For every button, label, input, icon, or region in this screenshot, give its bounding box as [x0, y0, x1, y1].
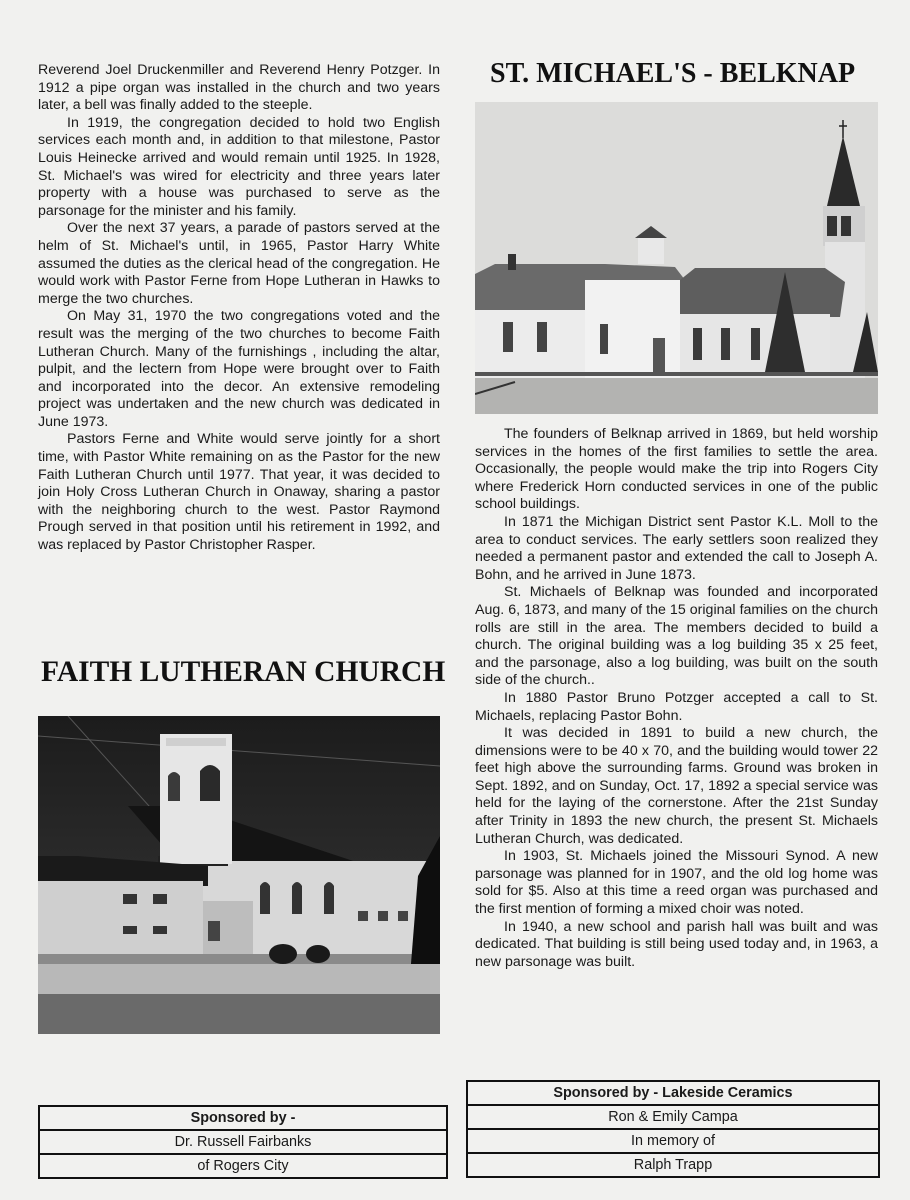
right-sponsor-line-2: Ron & Emily Campa	[468, 1106, 878, 1130]
right-sponsor-box	[466, 1080, 880, 1178]
right-paragraph-5: It was decided in 1891 to build a new church, the dimensions were to be 40 x 70, and the building would tower 22 feet high above the surrounding farms. Ground was broken in Sept. 1892, and on Sunday, Oct. 17, 1892 a special service was held for the laying of the cornerstone. After the 21st Sunday after Trinity in 1893 the new church, the present St. Michaels Lutheran Church, was dedicated.	[475, 725, 878, 847]
right-paragraph-1: The founders of Belknap arrived in 1869, but held worship services in the homes of the first families to settle the area. Occasionally, the people would make the trip into Rogers City where Frederick Horn conducted services in one of the public school buildings.	[475, 426, 878, 513]
right-paragraph-4: In 1880 Pastor Bruno Potzger accepted a call to St. Michaels, replacing Pastor Bohn.	[475, 689, 878, 724]
left-paragraph-3: Over the next 37 years, a parade of pastors served at the helm of St. Michael's until, in 1965, Pastor Harry White assumed the duties as the clerical head of the congregation. He would work with Pastor Ferne from Hope Lutheran in Hawks to merge the two churches.	[38, 220, 440, 307]
left-paragraph-4: On May 31, 1970 the two congregations voted and the result was the merging of the two churches to become Faith Lutheran Church. Many of the furnishings , including the altar, pulpit, and the lectern from Hope were brought over to Faith and incorporated into the decor. An extensive remodeling project was undertaken and the new church was dedicated in June 1973.	[38, 308, 440, 430]
right-sponsor-line-4: Ralph Trapp	[633, 1157, 713, 1173]
right-paragraph-6: In 1903, St. Michaels joined the Missouri Synod. A new parsonage was planned for in 1907, and the old log home was sold for $5. Also at this time a reed organ was purchased and the first mention of forming a mixed choir was noted.	[475, 848, 878, 918]
faith-lutheran-heading: FAITH LUTHERAN CHURCH	[41, 656, 446, 688]
left-sponsor-line-3: of Rogers City	[197, 1158, 289, 1174]
right-paragraph-2: In 1871 the Michigan District sent Pastor K.L. Moll to the area to conduct services. The early settlers soon realized they needed a permanent pastor and extended the call to Joseph A. Bohn, and he arrived in June 1873.	[475, 513, 878, 583]
left-paragraph-1: Reverend Joel Druckenmiller and Reverend Henry Potzger. In 1912 a pipe organ was installed in the church and two years later, a bell was finally added to the steeple.	[38, 62, 440, 114]
st-michaels-church-photo	[475, 102, 878, 414]
faith-lutheran-church-photo	[38, 716, 440, 1034]
left-paragraph-2: In 1919, the congregation decided to hold two English services each month and, in addition to that milestone, Pastor Louis Heinecke arrived and would remain until 1925. In 1928, St. Michael's was wired for electricity and three years later property with a house was purchased to serve as the parsonage for the minister and his family.	[38, 114, 440, 219]
st-michaels-heading: ST. MICHAEL'S - BELKNAP	[490, 58, 856, 89]
left-sponsor-box	[38, 1105, 448, 1179]
right-paragraph-3: St. Michaels of Belknap was founded and incorporated Aug. 6, 1873, and many of the 15 original families on the church rolls are still in the area. The members decided to build a church. The original building was a log building 35 x 25 feet, and the parsonage, also a log building, was built on the south side of the church..	[475, 584, 878, 689]
left-sponsor-line-1: Sponsored by -	[40, 1107, 446, 1131]
left-sponsor-line-2: Dr. Russell Fairbanks	[40, 1131, 446, 1155]
right-sponsor-line-1: Sponsored by - Lakeside Ceramics	[468, 1082, 878, 1106]
right-paragraph-7: In 1940, a new school and parish hall was built and was dedicated. That building is still being used today and, in 1963, a new parsonage was built.	[475, 918, 878, 970]
left-paragraph-5: Pastors Ferne and White would serve jointly for a short time, with Pastor White remaining on as the Pastor for the new Faith Lutheran Church until 1977. That year, it was decided to join Holy Cross Lutheran Church in Onaway, sharing a pastor with the neighboring church to the west. Pastor Raymond Prough served in that position until his retirement in 1992, and was replaced by Pastor Christopher Rasper.	[38, 431, 440, 554]
left-article	[38, 62, 440, 555]
right-article	[475, 426, 878, 971]
right-sponsor-line-3: In memory of	[468, 1130, 878, 1154]
